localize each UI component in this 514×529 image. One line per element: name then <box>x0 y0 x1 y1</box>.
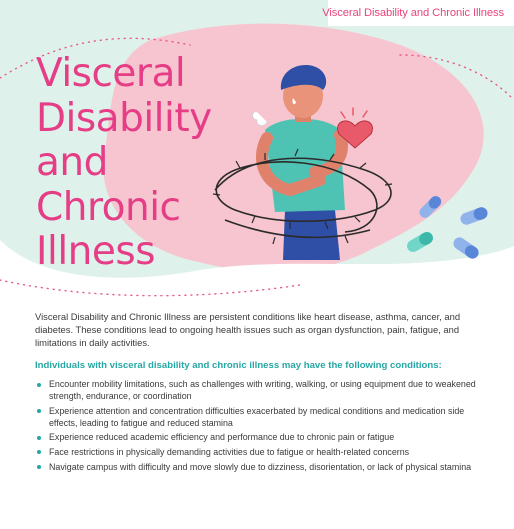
pills-illustration <box>400 190 500 270</box>
title-line: Chronic <box>36 184 181 230</box>
title-line: Visceral <box>36 51 186 96</box>
list-item: Navigate campus with difficulty and move slowly due to dizziness, disorientation, or lack of physical stamina <box>35 461 495 473</box>
title-line: Disability <box>36 95 212 141</box>
conditions-list <box>35 378 495 475</box>
header-title: Visceral Disability and Chronic Illness <box>322 7 504 19</box>
list-item: Encounter mobility limitations, such as challenges with writing, walking, or using equipment due to weakened strength, endurance, or coordination <box>35 378 495 402</box>
title-line: and <box>36 140 108 185</box>
conditions-heading: Individuals with visceral disability and chronic illness may have the following conditions: <box>35 360 442 371</box>
list-item: Face restrictions in physically demanding activities due to fatigue or health-related concerns <box>35 446 495 458</box>
list-item: Experience attention and concentration difficulties exacerbated by medical conditions and medication side effects, leading to fatigue and reduced stamina <box>35 405 495 429</box>
page-title <box>36 52 212 275</box>
pill-icon <box>405 230 435 254</box>
pill-icon <box>459 206 489 227</box>
list-item: Experience reduced academic efficiency and performance due to chronic pain or fatigue <box>35 431 495 443</box>
pill-icon <box>417 194 443 220</box>
pill-icon <box>451 235 481 261</box>
person-illustration <box>195 60 405 270</box>
intro-paragraph: Visceral Disability and Chronic Illness are persistent conditions like heart disease, asthma, cancer, and diabetes. These conditions lead to ongoing health issues such as organ dysfunction, pain, fatigue, and limitations in daily activities. <box>35 311 461 349</box>
title-line: Illness <box>36 229 156 274</box>
